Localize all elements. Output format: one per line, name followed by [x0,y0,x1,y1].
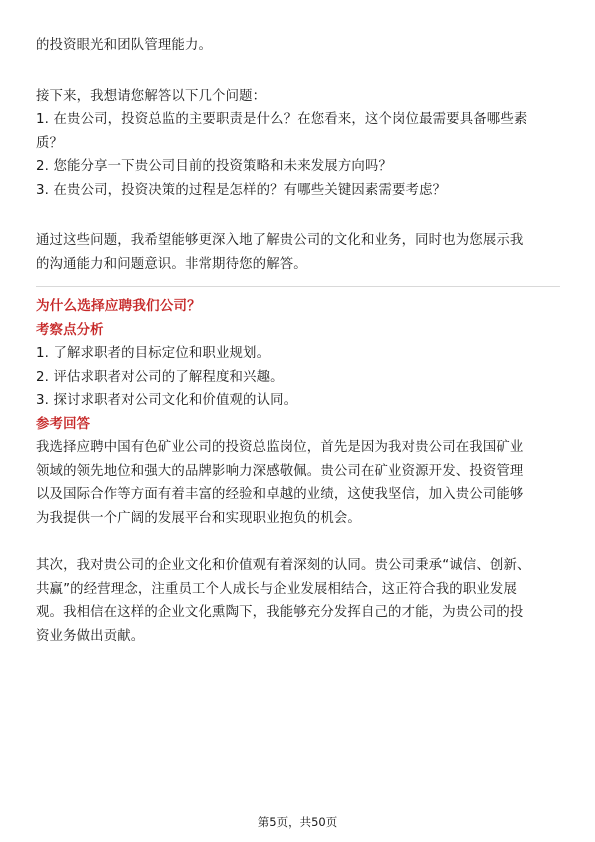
page-number: 第5页，共50页 [257,815,338,829]
question-item: 质？ [36,135,64,151]
closing-line: 的沟通能力和问题意识。非常期待您的解答。 [36,256,307,272]
answer-line: 共赢”的经营理念，注重员工个人成长与企业发展相结合，这正符合我的职业发展 [36,581,518,597]
answer-line: 观。我相信在这样的企业文化熏陶下，我能够充分发挥自己的才能，为贵公司的投 [36,605,524,620]
answer-line: 领域的领先地位和强大的品牌影响力深感敬佩。贵公司在矿业资源开发、投资管理 [36,463,524,479]
question-item: 3. 在贵公司，投资决策的过程是怎样的？有哪些关键因素需要考虑？ [36,182,447,198]
analysis-point: 1. 了解求职者的目标定位和职业规划。 [36,346,271,361]
closing-line: 通过这些问题，我希望能够更深入地了解贵公司的文化和业务，同时也为您展示我 [36,233,524,248]
answer-line: 我选择应聘中国有色矿业公司的投资总监岗位，首先是因为我对贵公司在我国矿业 [36,440,524,455]
analysis-heading: 考察点分析 [36,322,104,338]
question-item: 1. 在贵公司，投资总监的主要职责是什么？在您看来，这个岗位最需要具备哪些素 [36,112,528,127]
answer-line: 为我提供一个广阔的发展平台和实现职业抱负的机会。 [36,510,361,526]
interview-question-heading: 为什么选择应聘我们公司？ [36,298,201,314]
section-divider [36,286,560,287]
analysis-point: 3. 探讨求职者对公司文化和价值观的认同。 [36,393,298,408]
page-content [36,34,560,648]
question-item: 2. 您能分享一下贵公司目前的投资策略和未来发展方向吗？ [36,159,392,174]
answer-line: 资业务做出贡献。 [36,628,145,644]
answer-heading: 参考回答 [36,416,91,432]
continued-line: 的投资眼光和团队管理能力。 [36,38,213,53]
analysis-point: 2. 评估求职者对公司的了解程度和兴趣。 [36,369,284,385]
answer-line: 其次，我对贵公司的企业文化和价值观有着深刻的认同。贵公司秉承“诚信、创新、 [36,558,531,573]
answer-line: 以及国际合作等方面有着丰富的经验和卓越的业绩，这使我坚信，加入贵公司能够 [36,487,524,502]
questions-lead: 接下来，我想请您解答以下几个问题： [36,88,267,104]
